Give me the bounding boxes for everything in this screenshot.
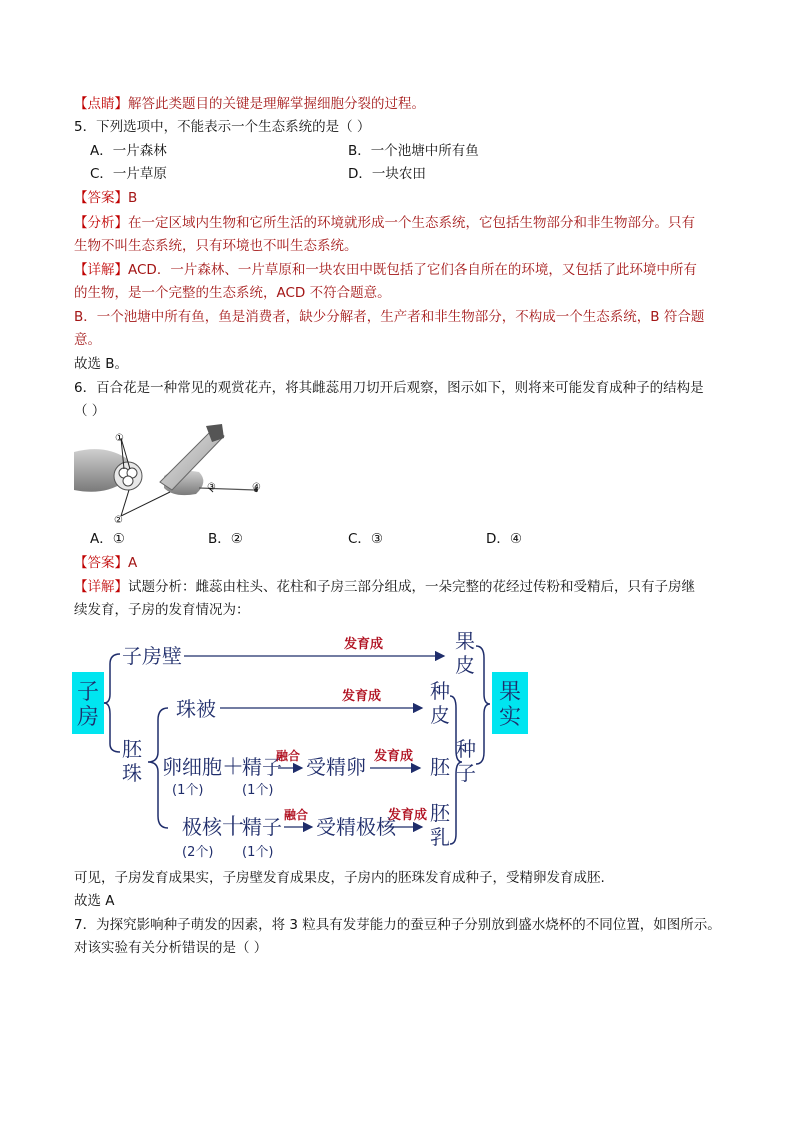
answer-tag: 【答案】: [74, 555, 128, 571]
q7-stem-line-1: 7．为探究影响种子萌发的因素，将 3 粒具有发芽能力的蚕豆种子分别放到盛水烧杯的不同位置，如图所示。: [74, 917, 721, 933]
figure-label-3: ③: [207, 482, 216, 493]
egg-cell-label: 卵细胞: [162, 755, 222, 779]
q6-conclusion-line-2: 故选 A: [74, 893, 115, 909]
q5-option-c: C．一片草原: [90, 166, 167, 182]
q6-stem-line-2: （ ）: [74, 403, 106, 419]
seed-char-1: 种: [456, 737, 476, 761]
pointer-2: [121, 490, 129, 516]
figure-label-2: ②: [114, 515, 123, 526]
q5-detail-line-1: [74, 260, 697, 280]
plus-sign-1: ＋: [222, 755, 245, 780]
detail-text: ACD．一片森林、一片草原和一块农田中既包括了它们各自所在的环境，又包括了此环境中所有: [128, 262, 697, 278]
seed-coat-char-1: 种: [430, 679, 450, 703]
q6-stem-line-1: 6．百合花是一种常见的观赏花卉，将其雌蕊用刀切开后观察，图示如下，则将来可能发育成种子的结构是: [74, 380, 704, 396]
q6-option-b: B．②: [208, 531, 243, 547]
q6-conclusion-line-1: 可见，子房发育成果实，子房壁发育成果皮，子房内的胚珠发育成种子，受精卵发育成胚.: [74, 870, 605, 886]
figure-label-4: ④: [252, 482, 261, 493]
sperm-count-1: (1个): [242, 783, 274, 798]
answer-value: B: [128, 190, 138, 206]
ovary-char-1: 子: [76, 680, 100, 705]
q5-analysis-line-1: [74, 213, 695, 233]
egg-count: (1个): [172, 783, 204, 798]
integument-label: 珠被: [176, 697, 216, 721]
develop-label-2: 发育成: [342, 689, 382, 704]
ovary-char-2: 房: [76, 705, 100, 730]
ovary-development-diagram: [72, 624, 532, 864]
zygote-label: 受精卵: [306, 755, 366, 779]
q4-tip-line: [74, 94, 425, 114]
ovule-char-1: 胚: [122, 737, 142, 761]
polar-count: (2个): [182, 845, 214, 860]
fertilized-polar-label: 受精极核: [316, 815, 396, 839]
ovule-3: [123, 476, 133, 486]
q6-option-a: A．①: [90, 531, 125, 547]
pistil-cutaway-figure: [74, 424, 274, 526]
endosperm-char-1: 胚: [430, 801, 450, 825]
fuse-label-1: 融合: [276, 749, 301, 763]
detail-tag: 【详解】: [74, 579, 128, 595]
q6-option-d: D．④: [486, 531, 522, 547]
endosperm-char-2: 乳: [430, 825, 450, 849]
q5-option-d: D．一块农田: [348, 166, 426, 182]
q6-option-c: C．③: [348, 531, 384, 547]
figure-label-1: ①: [115, 433, 124, 444]
q5-detail-line-4: 意。: [74, 332, 101, 348]
ovary-brace-lower: [104, 703, 120, 752]
q6-detail-line-2: 续发育，子房的发育情况为：: [74, 602, 250, 618]
seed-coat-char-2: 皮: [430, 703, 450, 727]
q5-option-a: A．一片森林: [90, 143, 167, 159]
q6-detail-line-1: [74, 577, 695, 597]
answer-value: A: [128, 555, 138, 571]
fruit-brace: [476, 646, 490, 764]
analysis-text: 在一定区域内生物和它所生活的环境就形成一个生态系统，它包括生物部分和非生物部分。只有: [128, 215, 695, 231]
fuse-label-2: 融合: [284, 808, 309, 822]
pericarp-char-2: 皮: [455, 653, 475, 677]
develop-label-3: 发育成: [374, 749, 414, 764]
fruit-char-1: 果: [498, 680, 522, 705]
pointer-2b: [121, 492, 170, 516]
tip-tag: 【点睛】: [74, 96, 128, 112]
develop-label-1: 发育成: [344, 637, 384, 652]
fruit-char-2: 实: [498, 705, 522, 730]
ovule-char-2: 珠: [122, 761, 142, 785]
q6-answer: [74, 553, 137, 573]
detail-tag: 【详解】: [74, 262, 128, 278]
plus-sign-2: 十: [222, 815, 245, 840]
q5-detail-line-3: B．一个池塘中所有鱼，鱼是消费者，缺少分解者，生产者和非生物部分，不构成一个生态系统，B 符合题: [74, 309, 705, 325]
q5-answer: [74, 188, 137, 208]
q7-stem-line-2: 对该实验有关分析错误的是（ ）: [74, 940, 268, 956]
analysis-tag: 【分析】: [74, 215, 128, 231]
embryo-label: 胚: [430, 755, 450, 779]
sperm-label-1: 精子: [242, 755, 282, 779]
develop-label-4: 发育成: [388, 808, 428, 823]
seed-char-2: 子: [456, 761, 476, 785]
tip-text: 解答此类题目的关键是理解掌握细胞分裂的过程。: [128, 96, 425, 112]
ovary-brace-upper: [104, 654, 120, 703]
sperm-count-2: (1个): [242, 845, 274, 860]
pericarp-char-1: 果: [455, 629, 475, 653]
q5-stem: 5．下列选项中，不能表示一个生态系统的是（ ）: [74, 119, 371, 135]
q5-analysis-line-2: 生物不叫生态系统，只有环境也不叫生态系统。: [74, 238, 358, 254]
q5-option-b: B．一个池塘中所有鱼: [348, 143, 479, 159]
detail-text: 试题分析：雌蕊由柱头、花柱和子房三部分组成，一朵完整的花经过传粉和受精后，只有子房继: [128, 579, 695, 595]
ovary-wall-label: 子房壁: [122, 644, 182, 668]
q5-conclusion: 故选 B。: [74, 356, 129, 372]
q5-detail-line-2: 的生物，是一个完整的生态系统，ACD 不符合题意。: [74, 285, 391, 301]
answer-tag: 【答案】: [74, 190, 128, 206]
polar-nuclei-label: 极核: [182, 815, 222, 839]
sperm-label-2: 精子: [242, 815, 282, 839]
